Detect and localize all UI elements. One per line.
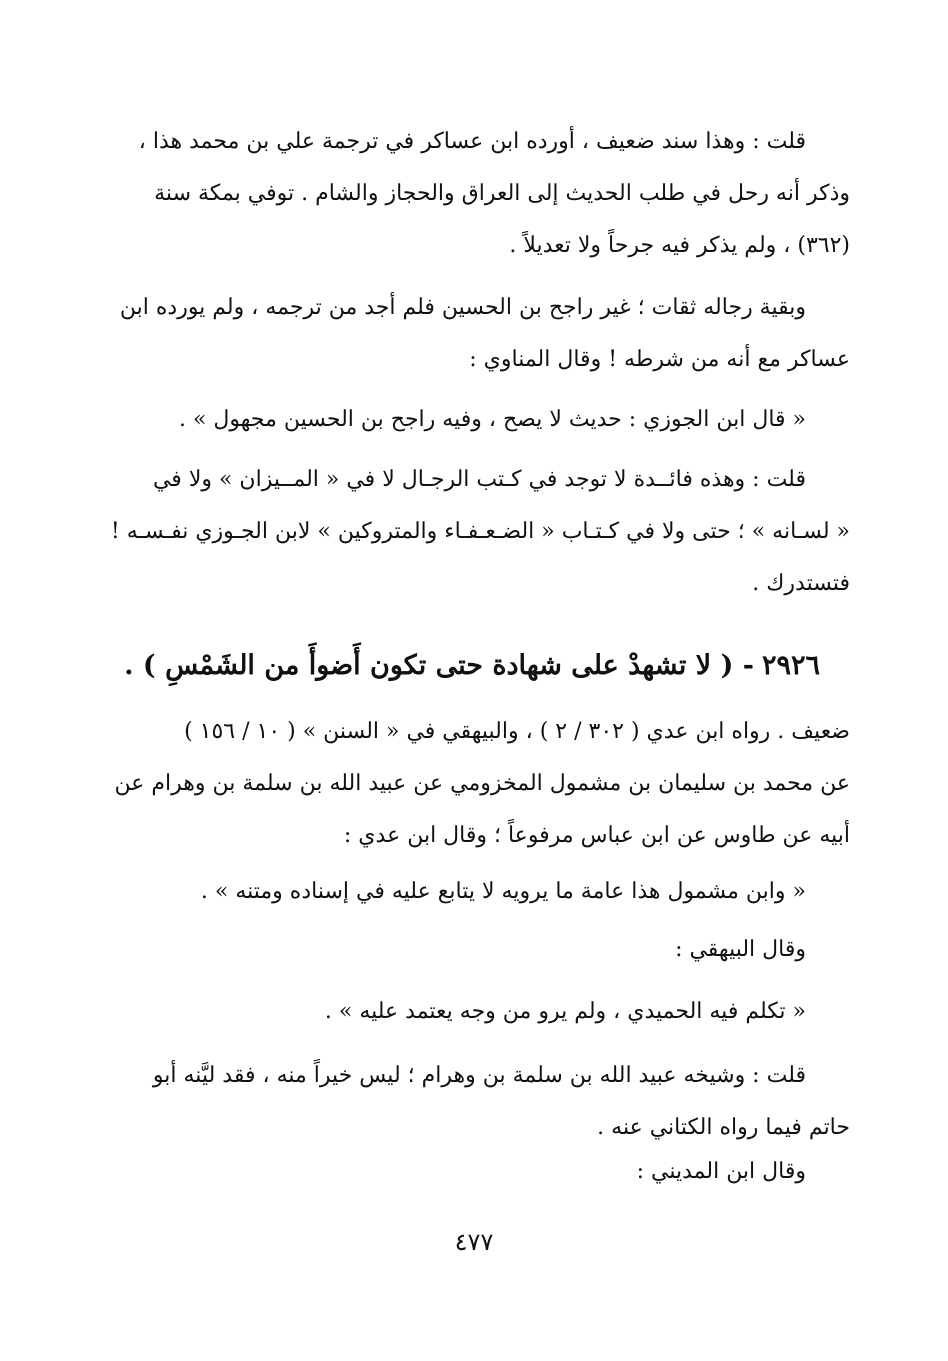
text-line: قلت : وهذه فائــدة لا توجد في كـتب الرجـال لا في « المــيزان » ولا في (152, 467, 806, 492)
quote-line: « قال ابن الجوزي : حديث لا يصح ، وفيه راجح بن الحسين مجهول » . (178, 407, 806, 432)
hadith-heading (100, 640, 820, 692)
hadith-number: ٢٩٢٦ (761, 650, 820, 681)
text-line: وبقية رجاله ثقات ؛ غير راجح بن الحسين فلم أجد من ترجمه ، ولم يورده ابن (119, 295, 806, 320)
paragraph-bayhaqi-said (108, 924, 850, 976)
text-line: وقال ابن المديني : (636, 1159, 806, 1184)
text-line: وذكر أنه رحل في طلب الحديث إلى العراق والحجاز والشام . توفي بمكة سنة (154, 181, 850, 206)
text-line: عساكر مع أنه من شرطه ! وقال المناوي : (469, 347, 850, 372)
text-line: وقال البيهقي : (675, 937, 806, 962)
text-line: أبيه عن طاوس عن ابن عباس مرفوعاً ؛ وقال ابن عدي : (343, 823, 850, 848)
text-line: فتستدرك . (752, 571, 850, 596)
paragraph-ibn-al-madini (108, 1146, 850, 1198)
text-line: (٣٦٢) ، ولم يذكر فيه جرحاً ولا تعديلاً . (509, 233, 850, 258)
text-line: « لسـانه » ؛ حتى ولا في كـتـاب « الضـعـفـاء والمتروكين » لابن الجـوزي نفـسـه ! (110, 519, 850, 544)
quote-ibn-adi (108, 866, 850, 918)
text-line: قلت : وشيخه عبيد الله بن سلمة بن وهرام ؛ ليس خيراً منه ، فقد ليَّنه أبو (152, 1063, 806, 1088)
paragraph-benefit (108, 454, 850, 610)
text-line: ضعيف . رواه ابن عدي ( ٣٠٢ / ٢ ) ، والبيهقي في « السنن » ( ١٠ / ١٥٦ ) (184, 719, 850, 744)
quote-line: « وابن مشمول هذا عامة ما يرويه لا يتابع عليه في إسناده ومتنه » . (200, 879, 806, 904)
page-number: ٤٧٧ (454, 1228, 494, 1256)
text-line: حاتم فيما رواه الكتاني عنه . (597, 1115, 850, 1140)
paragraph-weak-chain (108, 116, 850, 272)
paragraph-takhrij (108, 706, 850, 862)
text-line: عن محمد بن سليمان بن مشمول المخزومي عن عبيد الله بن سلمة بن وهرام عن (114, 771, 850, 796)
quote-bayhaqi (108, 986, 850, 1038)
text-line: قلت : وهذا سند ضعيف ، أورده ابن عساكر في ترجمة علي بن محمد هذا ، (138, 129, 806, 154)
paragraph-narrators (108, 282, 850, 386)
hadith-text: - ( لا تشهدْ على شهادة حتى تكون أَضوأَ من الشَمْسِ ) . (124, 650, 754, 681)
quote-ibn-al-jawzi (108, 394, 850, 446)
quote-line: « تكلم فيه الحميدي ، ولم يرو من وجه يعتمد عليه » . (324, 999, 806, 1024)
paragraph-shaykh (108, 1050, 850, 1154)
